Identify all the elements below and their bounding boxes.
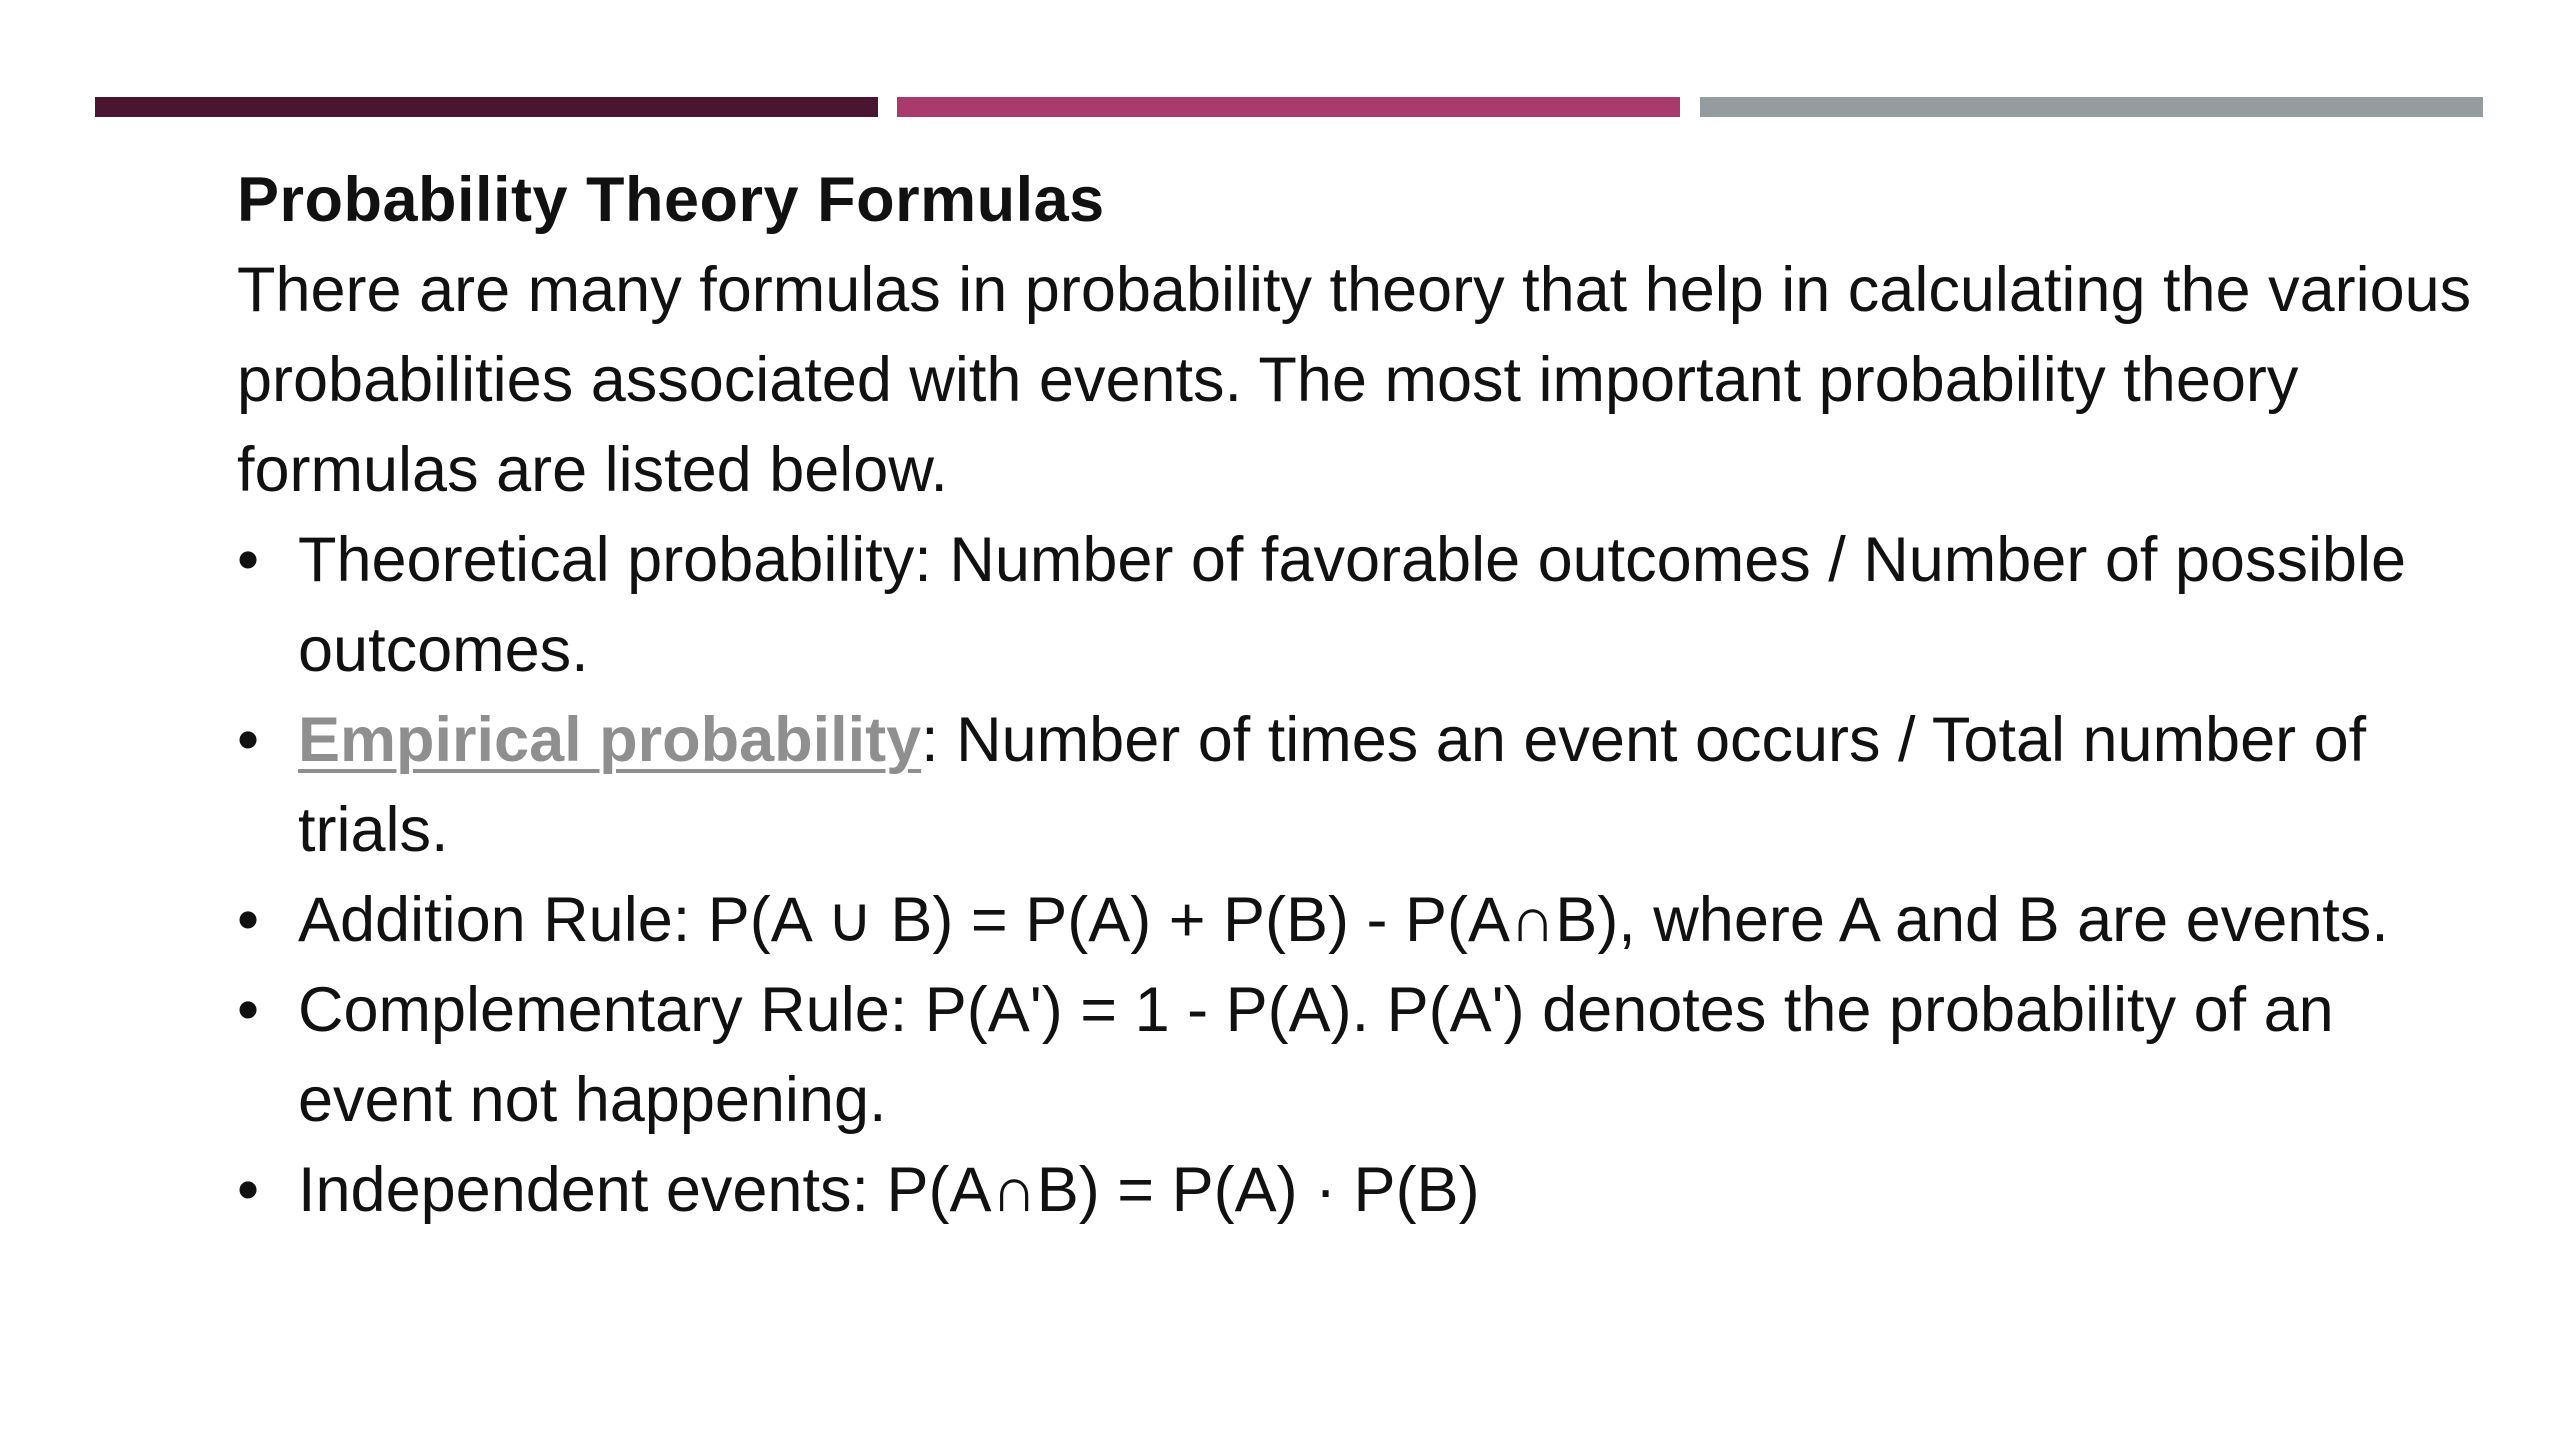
list-item	[237, 695, 2477, 875]
bullet-text: : Number of times an event occurs / Total number of trials.	[298, 705, 2367, 865]
bullet-text: Complementary Rule: P(A') = 1 - P(A). P(A') denotes the probability of an event not happening.	[298, 975, 2334, 1135]
bullet-text: Theoretical probability: Number of favorable outcomes / Number of possible outcomes.	[298, 525, 2407, 685]
bullet-text: Addition Rule: P(A ∪ B) = P(A) + P(B) - P(A∩B), where A and B are events.	[298, 885, 2389, 955]
slide-title: Probability Theory Formulas	[237, 165, 1105, 235]
list-item	[237, 1145, 2477, 1235]
slide-content	[237, 155, 2477, 1235]
bullet-icon: •	[237, 975, 260, 1045]
top-accent-bars	[95, 97, 2485, 117]
bullet-icon: •	[237, 525, 260, 595]
accent-bar-magenta	[897, 97, 1680, 117]
bullet-text: Independent events: P(A∩B) = P(A) · P(B)	[298, 1155, 1480, 1225]
accent-bar-dark	[95, 97, 878, 117]
list-item	[237, 965, 2477, 1145]
list-item	[237, 515, 2477, 695]
bullet-icon: •	[237, 705, 260, 775]
bullet-icon: •	[237, 885, 260, 955]
intro-paragraph: There are many formulas in probability theory that help in calculating the various probabilities associated with events. The most important probability theory formulas are listed below.	[237, 255, 2472, 505]
list-item	[237, 875, 2477, 965]
bullet-icon: •	[237, 1155, 260, 1225]
formula-list	[237, 515, 2477, 1235]
accent-bar-gray	[1700, 97, 2483, 117]
empirical-probability-link[interactable]: Empirical probability	[298, 705, 922, 775]
